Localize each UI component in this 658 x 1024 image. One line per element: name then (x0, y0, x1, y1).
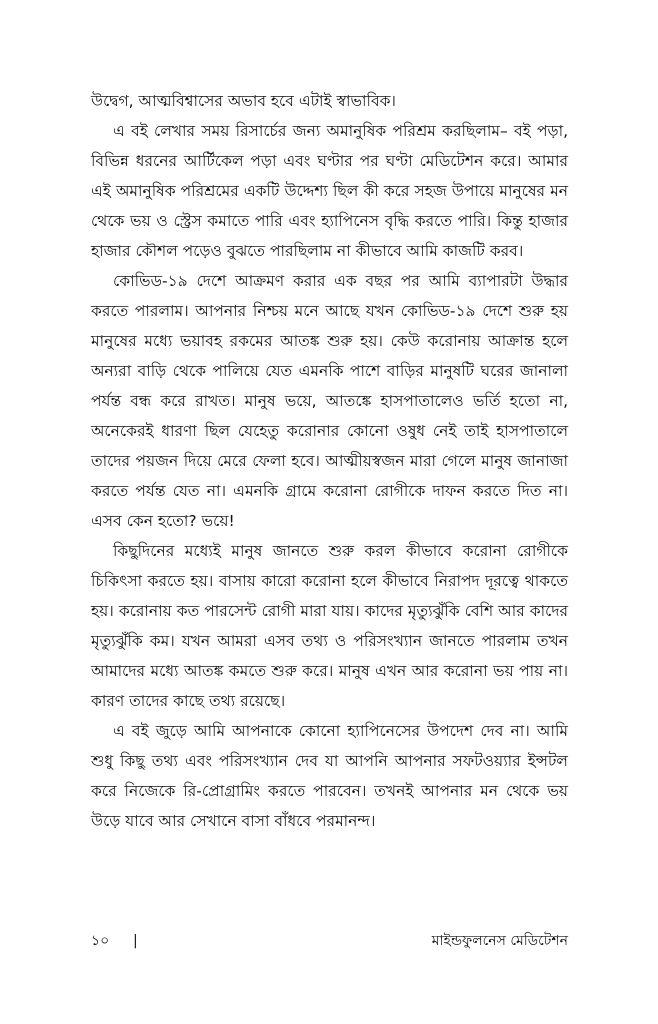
page-body (91, 86, 568, 836)
paragraph-book-promise: এ বই জুড়ে আমি আপনাকে কোনো হ্যাপিনেসের উপদেশ দেব না। আমি শুধু কিছু তথ্য এবং পরিসংখ্যান দেব যা আপনি আপনার সফটওয়্যার ইন্সটল করে নিজেকে রি-প্রোগ্রামিং করতে পারবেন। তখনই আপনার মন থেকে ভয় উড়ে যাবে আর সেখানে বাসা বাঁধবে পরমানন্দ। (91, 722, 568, 830)
paragraph-information: কিছুদিনের মধ্যেই মানুষ জানতে শুরু করল কীভাবে করোনা রোগীকে চিকিৎসা করতে হয়। বাসায় কারো করোনা হলে কীভাবে নিরাপদ দূরত্বে থাকতে হয়। করোনায় কত পারসেন্ট রোগী মারা যায়। কাদের মৃত্যুঝুঁকি বেশি আর কাদের মৃত্যুঝুঁকি কম। যখন আমরা এসব তথ্য ও পরিসংখ্যান জানতে পারলাম তখন আমাদের মধ্যে আতঙ্ক কমতে শুরু করে। মানুষ এখন আর করোনা ভয় পায় না। কারণ তাদের কাছে তথ্য রয়েছে। (91, 542, 568, 710)
page-footer (91, 930, 568, 952)
paragraph-research: এ বই লেখার সময় রিসার্চের জন্য অমানুষিক পরিশ্রম করছিলাম– বই পড়া, বিভিন্ন ধরনের আর্টিকেল পড়া এবং ঘণ্টার পর ঘণ্টা মেডিটেশন করে। আমার এই অমানুষিক পরিশ্রমের একটি উদ্দেশ্য ছিল কী করে সহজ উপায়ে মানুষের মন থেকে ভয় ও স্ট্রেস কমাতে পারি এবং হ্যাপিনেস বৃদ্ধি করতে পারি। কিন্তু হাজার হাজার কৌশল পড়েও বুঝতে পারছিলাম না কীভাবে আমি কাজটি করব। (91, 122, 568, 260)
paragraph-continuation: উদ্বেগ, আত্মবিশ্বাসের অভাব হবে এটাই স্বাভাবিক। (91, 92, 396, 110)
page-number: ১০ (91, 933, 110, 949)
running-title: মাইন্ডফুলনেস মেডিটেশন (431, 933, 568, 949)
footer-separator: | (133, 933, 138, 949)
paragraph-covid-fear: কোভিড-১৯ দেশে আক্রমণ করার এক বছর পর আমি ব্যাপারটা উদ্ধার করতে পারলাম। আপনার নিশ্চয় মনে আছে যখন কোভিড-১৯ দেশে শুরু হয় মানুষের মধ্যে ভয়াবহ রকমের আতঙ্ক শুরু হয়। কেউ করোনায় আক্রান্ত হলে অন্যরা বাড়ি থেকে পালিয়ে যেত এমনকি পাশে বাড়ির মানুষটি ঘরের জানালা পর্যন্ত বন্ধ করে রাখত। মানুষ ভয়ে, আতঙ্কে হাসপাতালেও ভর্তি হতো না, অনেকেরই ধারণা ছিল যেহেতু করোনার কোনো ওষুধ নেই তাই হাসপাতালে তাদের পয়জন দিয়ে মেরে ফেলা হবে। আত্মীয়স্বজন মারা গেলে মানুষ জানাজা করতে পর্যন্ত যেত না। এমনকি গ্রামে করোনা রোগীকে দাফন করতে দিত না। এসব কেন হতো? ভয়ে! (91, 272, 568, 530)
